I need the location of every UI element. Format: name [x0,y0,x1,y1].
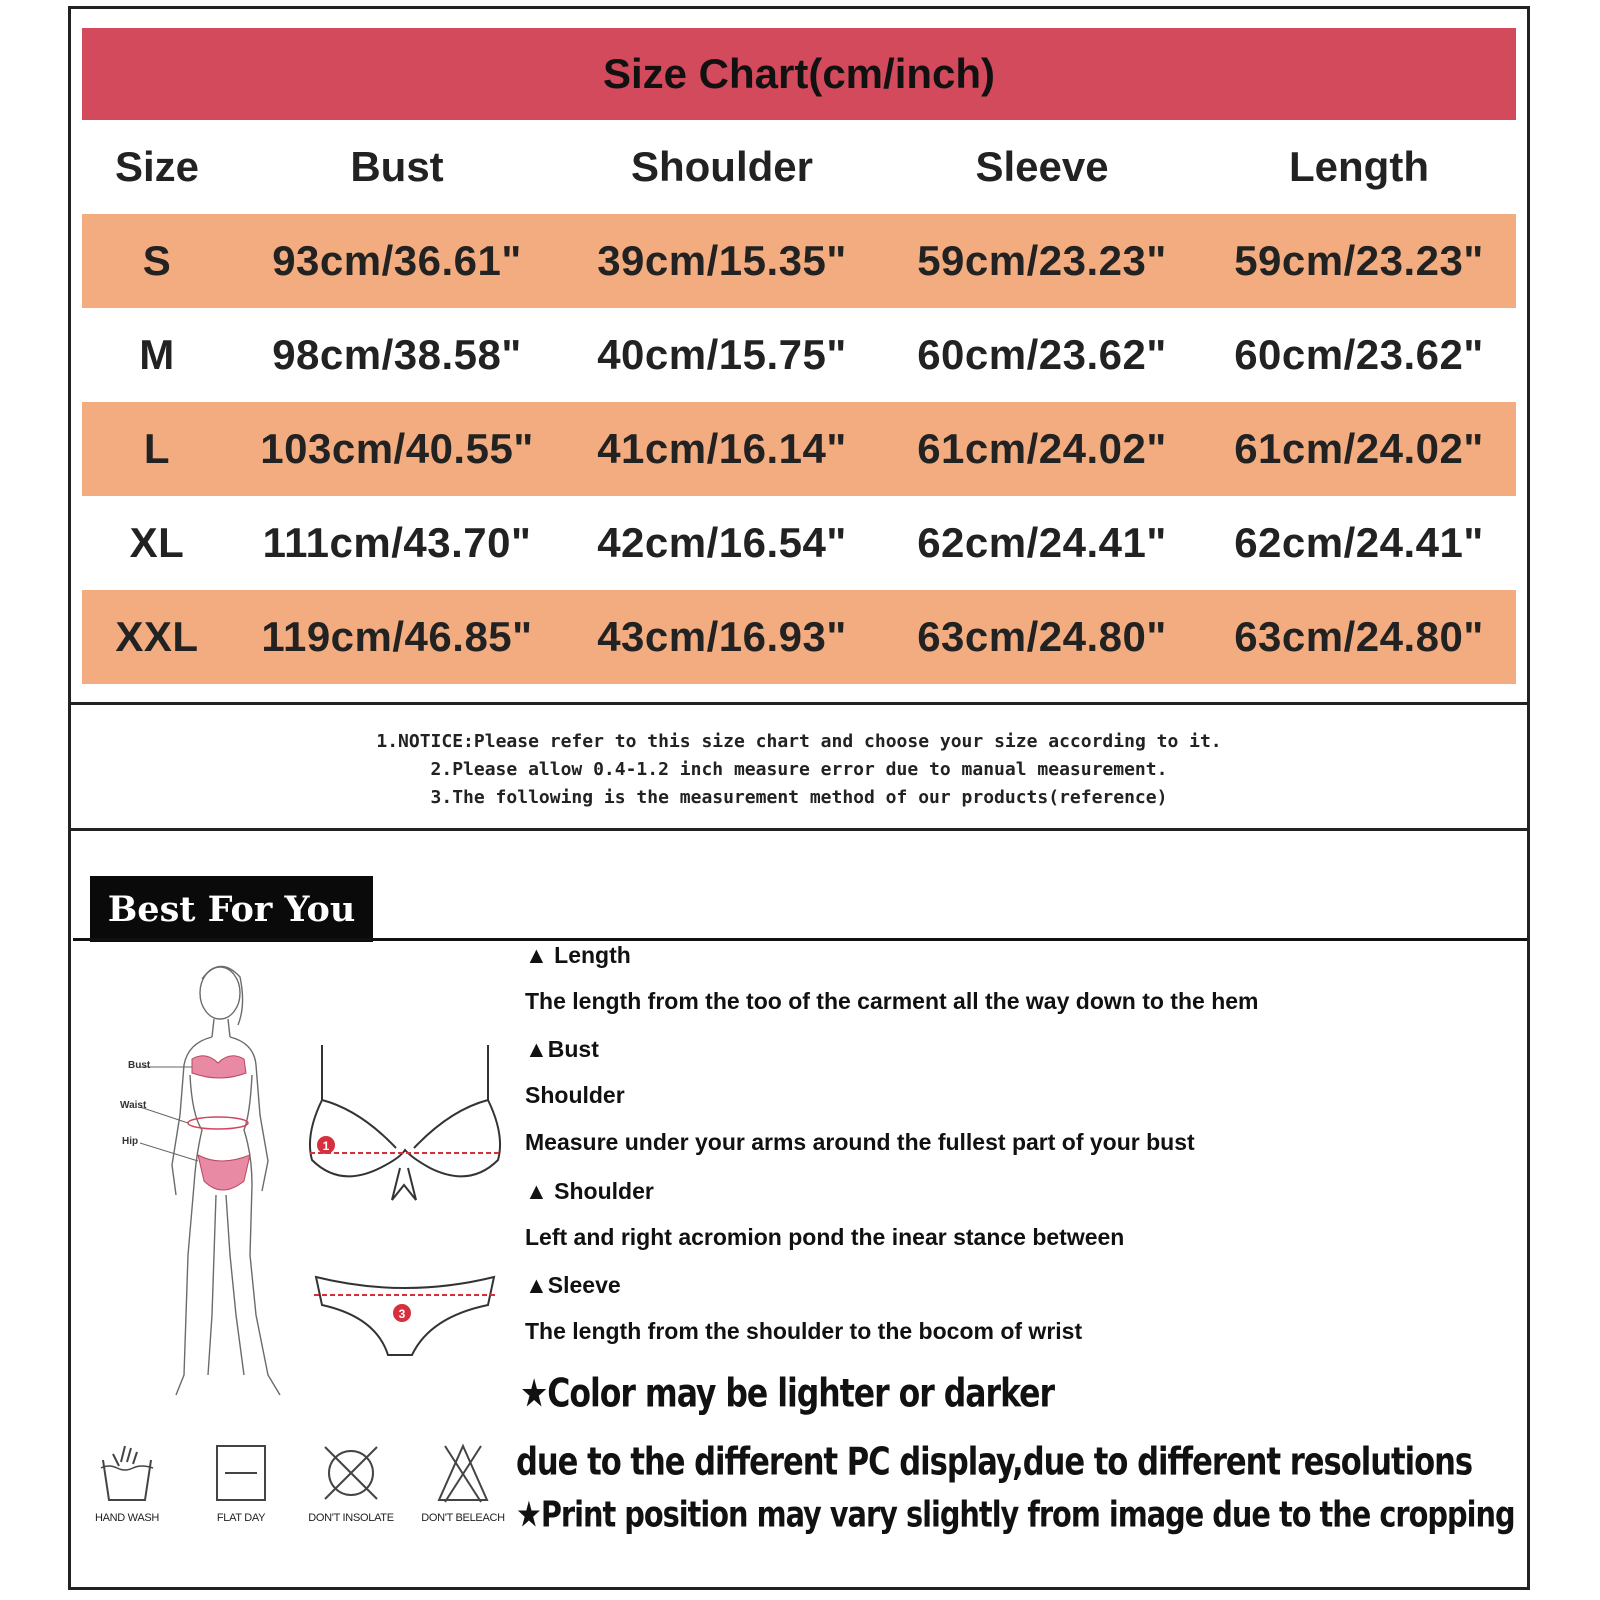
do-not-bleach-icon [431,1442,495,1504]
care-label-no-insolate: DON'T INSOLATE [308,1512,394,1524]
hand-wash-icon [95,1442,159,1504]
bust-title: ▲Bust [525,1036,599,1062]
header-sleeve: Sleeve [975,143,1109,190]
cell-shoulder: 43cm/16.93" [562,590,882,684]
cell-size: XL [129,519,185,566]
table-row [82,402,1516,496]
best-for-you-underline [73,938,1527,941]
cell-bust: 103cm/40.55" [232,402,562,496]
table-row [82,496,1516,590]
length-text: The length from the too of the carment all the way down to the hem [525,988,1259,1014]
header-bust: Bust [350,143,444,190]
care-no-bleach [418,1442,508,1534]
table-row [82,590,1516,684]
care-hand-wash [82,1442,172,1534]
disclaimer-print: ★Print position may vary slightly from image due to the cropping [516,1492,1515,1536]
cell-sleeve: 61cm/24.02" [882,402,1202,496]
care-label-flat-dry: FLAT DAY [216,1512,266,1524]
do-not-tumble-icon [319,1442,383,1504]
cell-bust: 111cm/43.70" [262,519,532,566]
cell-bust: 98cm/38.58" [272,331,522,378]
waist-label: Waist [120,1100,147,1111]
cell-bust: 93cm/36.61" [232,214,562,308]
table-header-row [82,120,1516,214]
shoulder-title: ▲ Shoulder [525,1178,654,1204]
cell-size: L [82,402,232,496]
best-for-you-label: Best For You [90,876,373,942]
cell-sleeve: 60cm/23.62" [917,331,1167,378]
bra-diagram [300,1040,510,1220]
cell-length: 63cm/24.80" [1202,590,1516,684]
cell-shoulder: 40cm/15.75" [597,331,847,378]
cell-length: 59cm/23.23" [1202,214,1516,308]
sleeve-text: The length from the shoulder to the bocom of wrist [525,1318,1083,1344]
sleeve-title: ▲Sleeve [525,1272,621,1298]
cell-sleeve: 59cm/23.23" [882,214,1202,308]
cell-bust: 119cm/46.85" [232,590,562,684]
divider-middle [68,828,1530,831]
header-length: Length [1289,143,1429,190]
care-flat-dry [196,1442,286,1534]
cell-shoulder: 39cm/15.35" [562,214,882,308]
cell-sleeve: 63cm/24.80" [882,590,1202,684]
notice-line-3: 3.The following is the measurement method of our products(reference) [430,787,1168,808]
bust-label: Bust [128,1060,151,1071]
cell-length: 62cm/24.41" [1234,519,1484,566]
cell-size: M [139,331,175,378]
shoulder-text: Left and right acromion pond the inear stance between [525,1224,1125,1250]
cell-length: 60cm/23.62" [1234,331,1484,378]
bottom-diagram [310,1265,500,1360]
care-no-tumble [306,1442,396,1534]
marker-1: 1 [322,1139,330,1153]
model-figure-illustration [110,955,310,1415]
cell-shoulder: 42cm/16.54" [597,519,847,566]
length-title: ▲ Length [525,942,631,968]
bust-sub: Shoulder [525,1082,625,1108]
table-row [82,308,1516,402]
cell-length: 61cm/24.02" [1202,402,1516,496]
notice-line-2: 2.Please allow 0.4-1.2 inch measure error due to manual measurement. [430,759,1168,780]
cell-sleeve: 62cm/24.41" [917,519,1167,566]
care-label-hand-wash: HAND WASH [94,1512,160,1524]
size-table [82,120,1516,684]
divider-top [68,702,1530,705]
care-label-no-bleach: DON'T BELEACH [421,1512,505,1524]
notice-text [68,728,1530,812]
header-size: Size [114,143,200,190]
marker-3: 3 [398,1307,406,1321]
flat-dry-icon [209,1442,273,1504]
bust-text: Measure under your arms around the fullest part of your bust [525,1129,1195,1155]
disclaimer-display: due to the different PC display,due to different resolutions [516,1439,1473,1485]
cell-size: S [82,214,232,308]
cell-shoulder: 41cm/16.14" [562,402,882,496]
notice-line-1: 1.NOTICE:Please refer to this size chart and choose your size according to it. [376,731,1222,752]
table-row [82,214,1516,308]
disclaimer-color: ★Color may be lighter or darker [520,1371,1054,1417]
header-shoulder: Shoulder [630,143,813,190]
hip-label: Hip [122,1136,139,1147]
size-chart-title: Size Chart(cm/inch) [82,28,1516,120]
cell-size: XXL [82,590,232,684]
